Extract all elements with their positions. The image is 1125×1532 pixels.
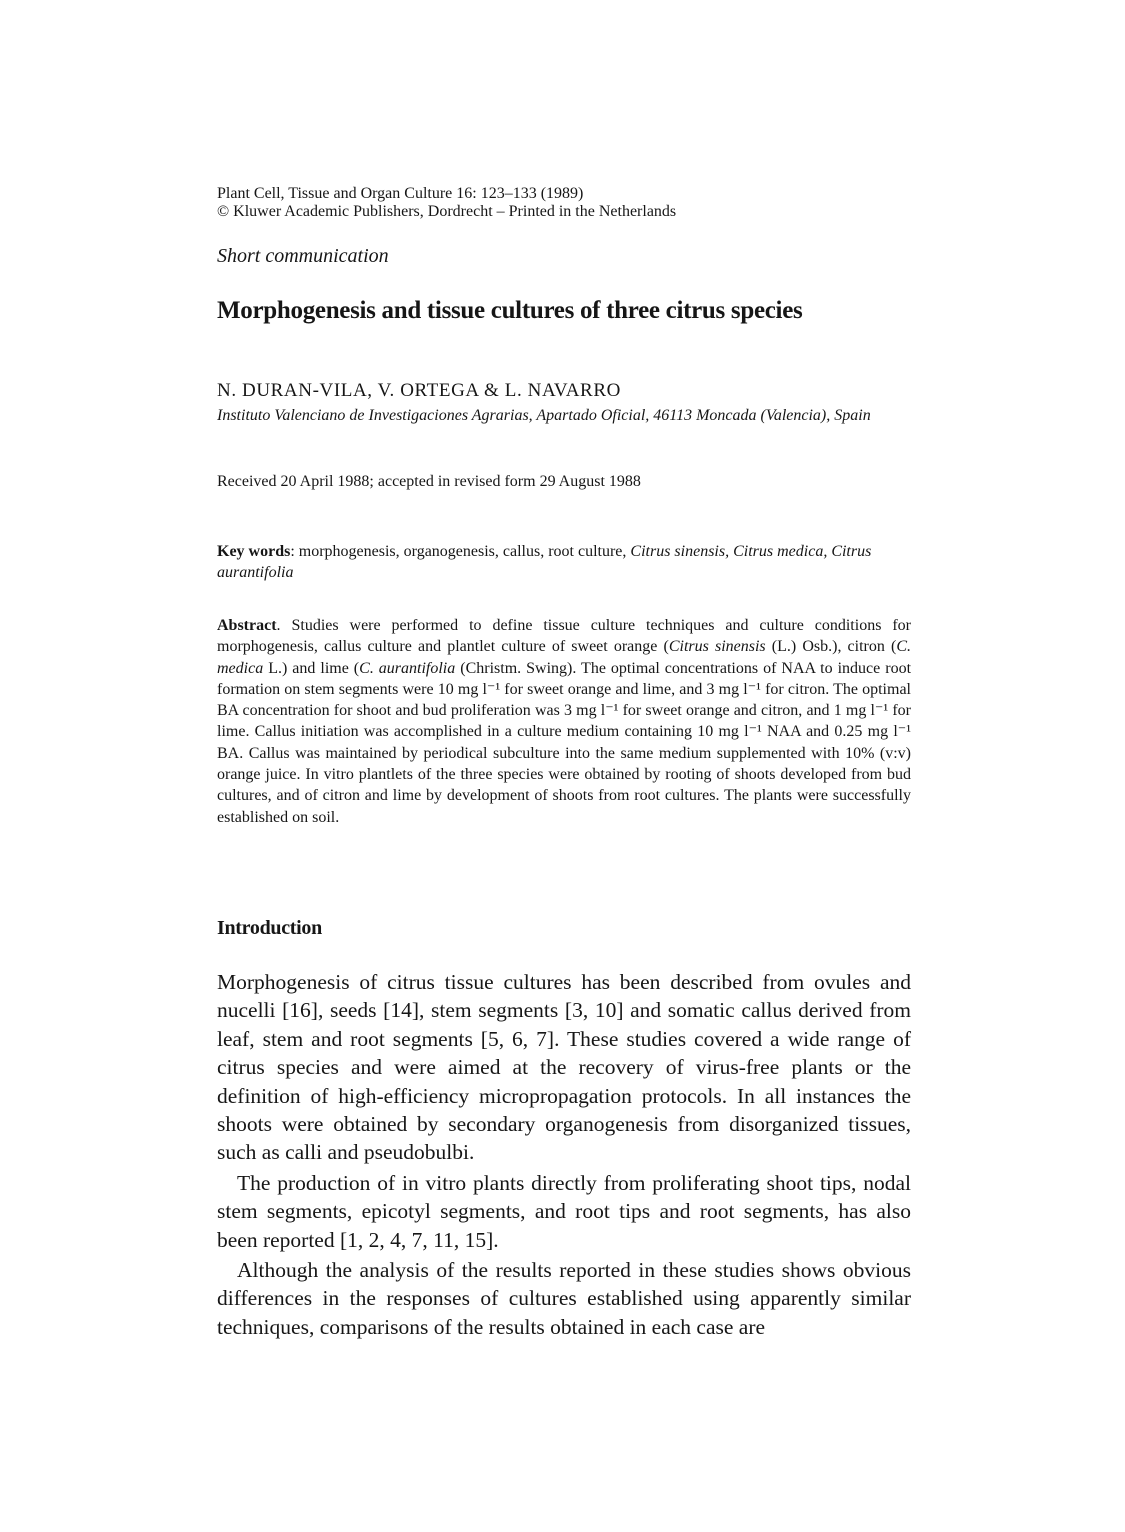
abstract-species-2: C. medica: [217, 638, 912, 677]
received-dates: Received 20 April 1988; accepted in revised form 29 August 1988: [217, 473, 641, 490]
introduction-heading: Introduction: [217, 917, 322, 939]
introduction-paragraph: Morphogenesis of citrus tissue cultures has been described from ovules and nucelli [16], seeds [14], stem segments [3, 10] and somatic callus derived from leaf, stem and root segments [5, 6, 7]. These studies covered a wide range of citrus species and were aimed at the recovery of virus-free plants or the definition of high-efficiency micropropagation protocols. In all instances the shoots were obtained by secondary organogenesis from disorganized tissues, such as calli and pseudobulbi.: [217, 970, 911, 1165]
author-list: N. DURAN-VILA, V. ORTEGA & L. NAVARRO: [217, 380, 621, 401]
article-title: Morphogenesis and tissue cultures of three citrus species: [217, 297, 803, 324]
keywords: [217, 541, 911, 583]
abstract-text-2: (L.) Osb.), citron (: [765, 638, 897, 656]
keywords-species: Citrus sinensis, Citrus medica, Citrus aurantifolia: [217, 543, 872, 581]
abstract-species-3: C. aurantifolia: [359, 659, 456, 677]
abstract-text-3: L.) and lime (: [263, 659, 360, 677]
abstract-label: Abstract: [217, 617, 277, 634]
section-label: Short communication: [217, 245, 389, 267]
abstract: [217, 615, 911, 828]
keywords-terms: : morphogenesis, organogenesis, callus, root culture,: [290, 543, 631, 560]
keywords-label: Key words: [217, 543, 291, 560]
journal-citation: [217, 185, 911, 221]
journal-volume-line: Plant Cell, Tissue and Organ Culture 16: 123–133 (1989): [217, 185, 584, 202]
publisher-copyright-line: © Kluwer Academic Publishers, Dordrecht – Printed in the Netherlands: [217, 203, 677, 220]
introduction-paragraph: The production of in vitro plants directly from proliferating shoot tips, nodal stem segments, epicotyl segments, and root tips and root segments, has also been reported [1, 2, 4, 7, 11, 15].: [217, 1170, 911, 1252]
author-affiliation: Instituto Valenciano de Investigaciones Agrarias, Apartado Oficial, 46113 Moncada (Valencia), Spain: [217, 407, 871, 424]
abstract-text-1: . Studies were performed to define tissue culture techniques and culture conditions for morphogenesis, callus culture and plantlet culture of sweet orange (: [217, 617, 911, 656]
abstract-species-1: Citrus sinensis: [668, 638, 766, 656]
introduction-paragraph: Although the analysis of the results reported in these studies shows obvious differences in the responses of cultures established using apparently similar techniques, comparisons of the results obtained in each case are: [217, 1258, 911, 1339]
introduction-body: [217, 968, 911, 1341]
abstract-text-4: (Christm. Swing). The optimal concentrations of NAA to induce root formation on stem segments were 10 mg l⁻¹ for sweet orange and lime, and 3 mg l⁻¹ for citron. The optimal BA concentration for shoot and bud proliferation was 3 mg l⁻¹ for sweet orange and citron, and 1 mg l⁻¹ for lime. Callus initiation was accomplished in a culture medium containing 10 mg l⁻¹ NAA and 0.25 mg l⁻¹ BA. Callus was maintained by periodical subculture into the same medium supplemented with 10% (v:v) orange juice. In vitro plantlets of the three species were obtained by rooting of shoots developed from bud cultures, and of citron and lime by development of shoots from root cultures. The plants were successfully established on soil.: [217, 659, 912, 826]
